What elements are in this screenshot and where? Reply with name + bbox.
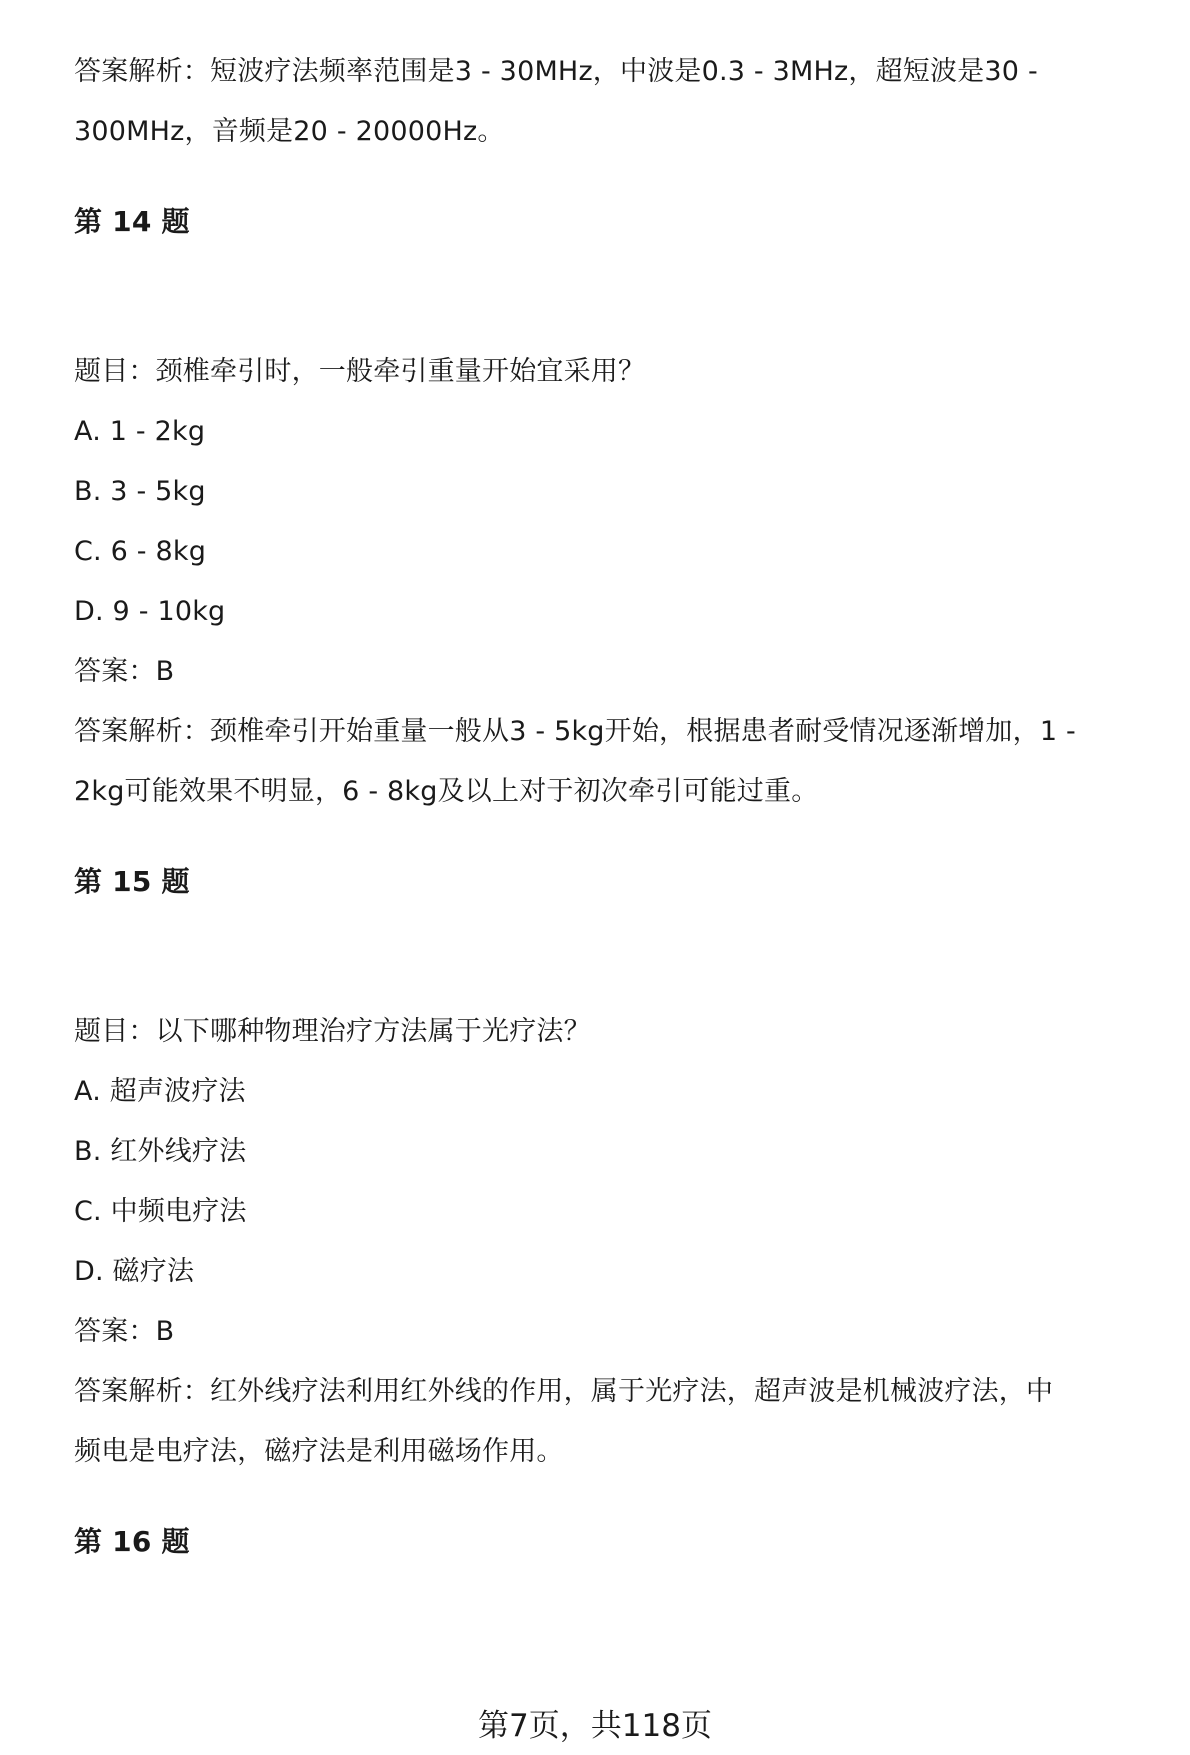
question-14-option-b: B. 3 - 5kg xyxy=(74,476,206,507)
prev-explanation-line2: 300MHz，音频是20 - 20000Hz。 xyxy=(74,116,505,147)
page-footer: 第7页，共118页 xyxy=(478,1708,712,1744)
question-14-answer: 答案：B xyxy=(74,656,175,687)
question-14-explanation-line1: 答案解析：颈椎牵引开始重量一般从3 - 5kg开始，根据患者耐受情况逐渐增加，1 - xyxy=(74,716,1076,747)
question-15-explanation-line1: 答案解析：红外线疗法利用红外线的作用，属于光疗法，超声波是机械波疗法，中 xyxy=(74,1376,1054,1407)
question-15-heading: 第 15 题 xyxy=(74,865,190,898)
question-15-option-d: D. 磁疗法 xyxy=(74,1256,195,1287)
question-14-option-c: C. 6 - 8kg xyxy=(74,536,207,567)
question-14-text: 题目：颈椎牵引时，一般牵引重量开始宜采用？ xyxy=(74,356,646,387)
question-14-explanation-line2: 2kg可能效果不明显，6 - 8kg及以上对于初次牵引可能过重。 xyxy=(74,776,819,807)
question-14-option-a: A. 1 - 2kg xyxy=(74,416,206,447)
question-14-heading: 第 14 题 xyxy=(74,205,190,238)
question-16-heading: 第 16 题 xyxy=(74,1525,190,1558)
question-15-answer: 答案：B xyxy=(74,1316,175,1347)
question-14-option-d: D. 9 - 10kg xyxy=(74,596,226,627)
question-15-option-c: C. 中频电疗法 xyxy=(74,1196,247,1227)
question-15-option-a: A. 超声波疗法 xyxy=(74,1076,246,1107)
question-15-option-b: B. 红外线疗法 xyxy=(74,1136,247,1167)
prev-explanation-line1: 答案解析：短波疗法频率范围是3 - 30MHz，中波是0.3 - 3MHz，超短波是30 - xyxy=(74,56,1038,87)
question-15-text: 题目：以下哪种物理治疗方法属于光疗法？ xyxy=(74,1016,591,1047)
question-15-explanation-line2: 频电是电疗法，磁疗法是利用磁场作用。 xyxy=(74,1436,564,1467)
